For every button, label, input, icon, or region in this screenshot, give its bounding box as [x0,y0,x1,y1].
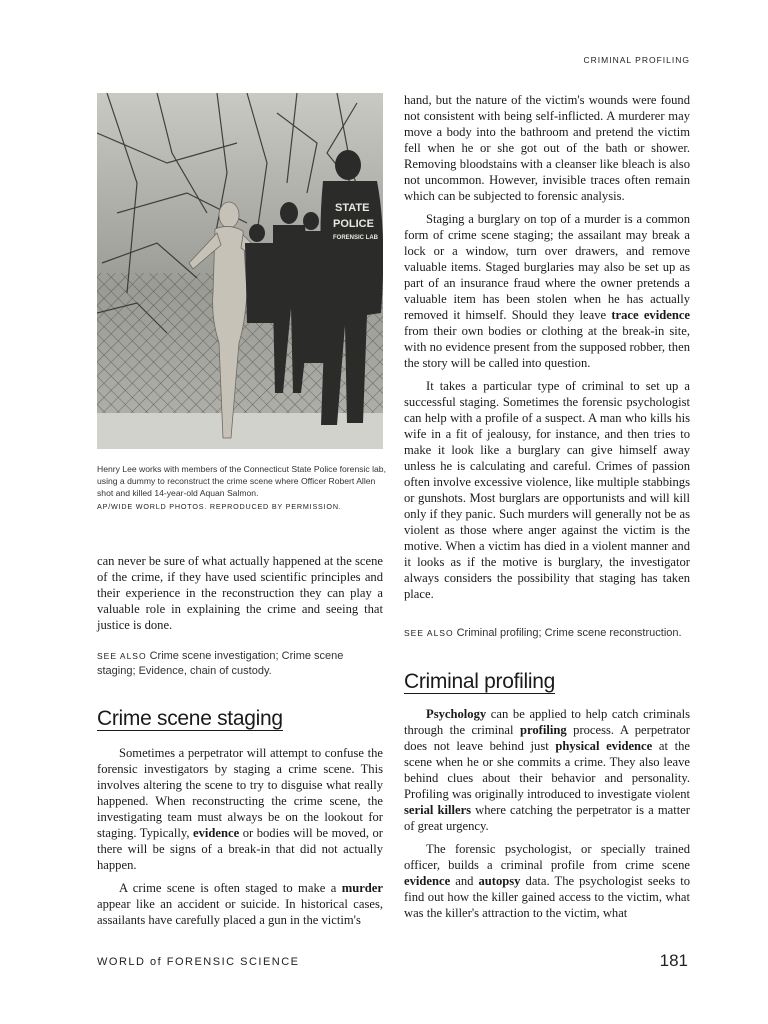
heading-criminal-profiling: Criminal profiling [404,670,555,693]
staging-paragraph-4: Staging a burglary on top of a murder is a common form of crime scene staging; the assailant may break a lock or a window, turn over drawers, and remove valuable items. Staged burglaries may also be set up as part of an insurance fraud where the owner pretends a valuable item has been stolen when he has actually removed it himself. Should they leave trace evidence from their own bodies or clothing at the break-in site, with no evidence present from the supposed robber, then the story will be called into question. [404,212,691,370]
staging-paragraph-3: hand, but the nature of the victim's wounds were found not consistent with being self-inflicted. A murderer may move a body into the bathroom and pretend the victim fell when he or she got out of the bath or shower. Removing bloodstains with a cleanser like bleach is also not uncommon. However, invisible traces often remain which can be subjected to forensic analysis. [404,93,690,203]
right-column [404,92,690,921]
jacket-text-police: POLICE [333,218,374,230]
staging-paragraph-5: It takes a particular type of criminal to set up a successful staging. Sometimes the forensic psychologist can help with a profile of a suspect. A man who kills his wife in a fit of jealousy, for instance, and then tries to make it look like a burglary can give himself away unless he is calculating and careful. Crimes of passion often involve excessive violence, like multiple stabbings or gunshots. Most burglars are opportunists and will kill only if they panic. Such murders will generally not be as violent as those where anger against the victim is the motive. When a victim has died in a violent manner and it looks as if the motive is burglary, the investigator always considers the possibility that staging has taken place. [404,379,690,601]
photo-credit: AP/WIDE WORLD PHOTOS. REPRODUCED BY PERMISSION. [97,501,342,511]
jacket-text-lab: FORENSIC LAB [333,235,378,241]
caption-text: Henry Lee works with members of the Connecticut State Police forensic lab, using a dummy to reconstruct the crime scene where Officer Robert Allen shot and killed 14-year-old Aquan Salmon. [97,464,386,499]
left-column [97,553,383,928]
left-see-also [97,649,383,679]
footer-book-title: WORLD of FORENSIC SCIENCE [97,956,300,968]
see-also-label: SEE ALSO [404,628,454,638]
jacket-text-state: STATE [335,202,370,214]
page-number: 181 [659,951,688,970]
left-continued-paragraph: can never be sure of what actually happened at the scene of the crime, if they have used scientific principles and their experience in the reconstruction they can play a valuable role in explaining the crime and seeing that justice is done. [97,554,383,632]
see-also-text: Criminal profiling; Crime scene reconstruction. [456,627,682,639]
heading-crime-scene-staging: Crime scene staging [97,707,283,730]
staging-paragraph-2: A crime scene is often staged to make a murder appear like an accident or suicide. In historical cases, assailants have carefully placed a gun in the victim's [97,881,383,927]
staging-paragraph-1: Sometimes a perpetrator will attempt to confuse the forensic investigators by staging a crime scene. This involves altering the scene to try to disguise what really happened. When reconstructing the crime scene, the investigating team must always be on the lookout for staging. Typically, evidence or bodies will be moved, or there will be signs of a break-in that did not actually happen. [97,746,384,872]
crime-scene-photo [97,93,383,449]
see-also-label: SEE ALSO [97,651,147,661]
photo-caption [97,463,387,513]
profiling-paragraph-2: The forensic psychologist, or specially trained officer, builds a criminal profile from crime scene evidence and autopsy data. The psychologist seeks to find out how the killer gained access to the victim, what was the killer's attraction to the victim, what [404,842,690,920]
right-see-also [404,626,690,641]
running-head: CRIMINAL PROFILING [583,55,690,65]
forensic-scene-photo-icon [97,93,383,449]
see-also-text: Crime scene investigation; Crime scene staging; Evidence, chain of custody. [97,650,344,677]
profiling-paragraph-1: Psychology can be applied to help catch criminals through the criminal profiling process. A perpetrator does not leave behind just physical evidence at the scene when he or she commits a crime. They also leave behind clues about their behavior and personality. Profiling was originally introduced to investigate violent serial killers where catching the perpetrator is a matter of great urgency. [404,707,690,833]
